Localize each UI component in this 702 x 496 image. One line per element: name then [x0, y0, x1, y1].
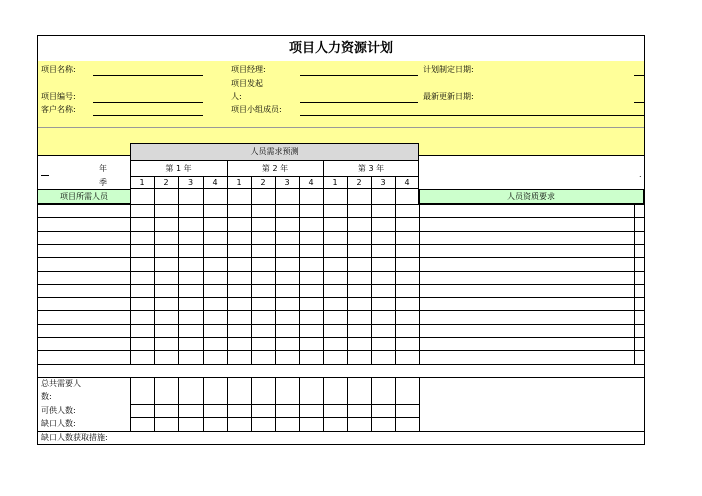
headcount-cell[interactable]: [348, 338, 371, 350]
forecast-header: 人员需求预测: [250, 147, 299, 156]
available-cell[interactable]: [204, 405, 227, 417]
measures-label: 缺口人数获取措施:: [41, 433, 108, 442]
headcount-cell[interactable]: [348, 325, 371, 337]
qualification-cell[interactable]: [419, 351, 634, 363]
total-needed-cell[interactable]: [276, 378, 299, 404]
quarter-divider: [395, 176, 396, 189]
qualification-cell[interactable]: [419, 325, 634, 337]
headcount-cell[interactable]: [252, 325, 275, 337]
headcount-cell[interactable]: [276, 218, 299, 230]
headcount-cell[interactable]: [131, 311, 154, 323]
headcount-cell[interactable]: [372, 325, 395, 337]
qualification-cell[interactable]: [419, 272, 634, 284]
available-cell[interactable]: [396, 405, 419, 417]
headcount-cell[interactable]: [155, 245, 178, 257]
headcount-cell[interactable]: [228, 311, 251, 323]
headcount-cell[interactable]: [155, 218, 178, 230]
headcount-cell[interactable]: [228, 258, 251, 270]
quarter-divider: [371, 176, 372, 189]
headcount-cell[interactable]: [372, 218, 395, 230]
measures-top-line: [38, 431, 644, 432]
available-cell[interactable]: [276, 405, 299, 417]
info-divider: [38, 127, 644, 128]
headcount-cell[interactable]: [372, 285, 395, 297]
role-cell[interactable]: [38, 232, 130, 244]
headcount-cell[interactable]: [179, 272, 203, 284]
gap-cell[interactable]: [179, 418, 203, 431]
gap-cell[interactable]: [228, 418, 251, 431]
headcount-cell[interactable]: [324, 325, 347, 337]
headcount-cell[interactable]: [204, 351, 227, 363]
qualification-cell[interactable]: [419, 311, 634, 323]
role-cell[interactable]: [38, 338, 130, 350]
quarter-label: 1: [236, 178, 242, 187]
headcount-cell[interactable]: [204, 338, 227, 350]
project-info-section: [38, 61, 644, 156]
available-cell[interactable]: [155, 405, 178, 417]
headcount-cell[interactable]: [300, 205, 323, 217]
role-cell[interactable]: [38, 311, 130, 323]
year-1-label: 第 1 年: [165, 164, 192, 173]
gap-cell[interactable]: [204, 418, 227, 431]
quarter-label: 4: [308, 178, 314, 187]
headcount-cell[interactable]: [396, 338, 419, 350]
headcount-cell[interactable]: [252, 245, 275, 257]
total-needed-cell[interactable]: [204, 378, 227, 404]
role-cell[interactable]: [38, 245, 130, 257]
headcount-cell[interactable]: [131, 258, 154, 270]
headcount-cell[interactable]: [300, 245, 323, 257]
qualification-cell[interactable]: [419, 218, 634, 230]
headcount-cell[interactable]: [252, 311, 275, 323]
headcount-cell[interactable]: [179, 258, 203, 270]
sponsor-label-line1: 项目发起: [231, 79, 263, 88]
headcount-cell[interactable]: [155, 311, 178, 323]
quarter-label: 2: [260, 178, 266, 187]
total-needed-cell[interactable]: [179, 378, 203, 404]
headcount-cell[interactable]: [396, 272, 419, 284]
headcount-cell[interactable]: [204, 325, 227, 337]
sponsor-field[interactable]: [300, 102, 418, 103]
headcount-cell[interactable]: [276, 272, 299, 284]
quarter-label: 2: [356, 178, 362, 187]
gap-cell[interactable]: [348, 418, 371, 431]
headcount-cell[interactable]: [131, 245, 154, 257]
headcount-cell[interactable]: [348, 298, 371, 310]
headcount-cell[interactable]: [179, 245, 203, 257]
quarter-label: 4: [404, 178, 410, 187]
headcount-cell[interactable]: [204, 245, 227, 257]
headcount-cell[interactable]: [155, 258, 178, 270]
headcount-cell[interactable]: [131, 285, 154, 297]
headcount-cell[interactable]: [204, 258, 227, 270]
role-cell[interactable]: [38, 218, 130, 230]
roles-header: 项目所需人员: [60, 192, 108, 201]
available-cell[interactable]: [228, 405, 251, 417]
role-cell[interactable]: [38, 272, 130, 284]
headcount-cell[interactable]: [179, 311, 203, 323]
gap-cell[interactable]: [155, 418, 178, 431]
headcount-cell[interactable]: [396, 232, 419, 244]
project-code-label: 项目编号:: [41, 92, 76, 101]
headcount-cell[interactable]: [396, 218, 419, 230]
total-needed-cell[interactable]: [396, 378, 419, 404]
quarter-divider: [275, 176, 276, 189]
headcount-cell[interactable]: [179, 218, 203, 230]
headcount-cell[interactable]: [204, 218, 227, 230]
left-dash: [41, 175, 49, 176]
headcount-cell[interactable]: [252, 218, 275, 230]
headcount-cell[interactable]: [300, 232, 323, 244]
role-cell[interactable]: [38, 298, 130, 310]
grid-row-line: [38, 364, 644, 365]
qualification-cell[interactable]: [419, 205, 634, 217]
headcount-cell[interactable]: [324, 298, 347, 310]
total-needed-cell[interactable]: [324, 378, 347, 404]
headcount-cell[interactable]: [252, 298, 275, 310]
gap-cell[interactable]: [300, 418, 323, 431]
headcount-cell[interactable]: [155, 325, 178, 337]
total-needed-label-line2: 数:: [41, 392, 52, 401]
project-name-label: 项目名称:: [41, 65, 76, 74]
headcount-cell[interactable]: [228, 338, 251, 350]
quarter-label: 3: [284, 178, 290, 187]
qualification-cell[interactable]: [419, 338, 634, 350]
year-2-label: 第 2 年: [261, 164, 289, 173]
headcount-cell[interactable]: [324, 311, 347, 323]
sheet-title: 项目人力资源计划: [38, 36, 644, 62]
quarter-divider: [178, 176, 179, 189]
headcount-cell[interactable]: [324, 205, 347, 217]
headcount-cell[interactable]: [300, 298, 323, 310]
role-cell[interactable]: [38, 205, 130, 217]
role-cell[interactable]: [38, 325, 130, 337]
quarter-label: 2: [163, 178, 169, 187]
headcount-cell[interactable]: [228, 205, 251, 217]
quarter-label: 3: [187, 178, 194, 187]
headcount-cell[interactable]: [252, 285, 275, 297]
headcount-cell[interactable]: [324, 272, 347, 284]
headcount-cell[interactable]: [324, 285, 347, 297]
headcount-cell[interactable]: [228, 245, 251, 257]
headcount-cell[interactable]: [324, 218, 347, 230]
hr-plan-sheet: [37, 35, 645, 445]
gap-cell[interactable]: [396, 418, 419, 431]
quarter-divider: [203, 176, 204, 189]
qualification-cell[interactable]: [419, 285, 634, 297]
available-cell[interactable]: [179, 405, 203, 417]
headcount-cell[interactable]: [131, 272, 154, 284]
qualification-cell[interactable]: [419, 232, 634, 244]
headcount-cell[interactable]: [204, 232, 227, 244]
gap-cell[interactable]: [276, 418, 299, 431]
gap-cell[interactable]: [372, 418, 395, 431]
headcount-cell[interactable]: [372, 338, 395, 350]
headcount-cell[interactable]: [179, 232, 203, 244]
headcount-cell[interactable]: [372, 272, 395, 284]
total-needed-cell[interactable]: [348, 378, 371, 404]
total-needed-cell[interactable]: [252, 378, 275, 404]
quarter-divider: [251, 176, 252, 189]
headcount-cell[interactable]: [131, 325, 154, 337]
headcount-cell[interactable]: [372, 245, 395, 257]
headcount-cell[interactable]: [131, 338, 154, 350]
headcount-cell[interactable]: [276, 245, 299, 257]
qualification-header: 人员资质要求: [507, 192, 555, 201]
headcount-cell[interactable]: [276, 351, 299, 363]
headcount-cell[interactable]: [131, 205, 154, 217]
quarter-label: 3: [380, 178, 386, 187]
headcount-cell[interactable]: [372, 351, 395, 363]
headcount-cell[interactable]: [204, 205, 227, 217]
headcount-cell[interactable]: [276, 258, 299, 270]
headcount-cell[interactable]: [348, 285, 371, 297]
headcount-cell[interactable]: [204, 311, 227, 323]
headcount-cell[interactable]: [372, 205, 395, 217]
headcount-cell[interactable]: [396, 205, 419, 217]
headcount-cell[interactable]: [324, 351, 347, 363]
headcount-cell[interactable]: [348, 232, 371, 244]
grid-col-line: [634, 204, 635, 364]
update-date-label: 最新更新日期:: [423, 92, 474, 101]
total-needed-cell[interactable]: [131, 378, 154, 404]
headcount-cell[interactable]: [372, 258, 395, 270]
gap-cell[interactable]: [252, 418, 275, 431]
total-needed-label-line1: 总共需要人: [41, 379, 81, 388]
headcount-cell[interactable]: [300, 338, 323, 350]
headcount-cell[interactable]: [228, 298, 251, 310]
role-cell[interactable]: [38, 258, 130, 270]
quarter-divider: [347, 176, 348, 189]
headcount-cell[interactable]: [372, 232, 395, 244]
headcount-cell[interactable]: [300, 351, 323, 363]
available-cell[interactable]: [252, 405, 275, 417]
role-cell[interactable]: [38, 351, 130, 363]
project-name-field[interactable]: [93, 75, 203, 76]
headcount-cell[interactable]: [348, 311, 371, 323]
headcount-cell[interactable]: [155, 298, 178, 310]
client-name-label: 客户名称:: [41, 105, 76, 114]
headcount-cell[interactable]: [252, 205, 275, 217]
total-needed-cell[interactable]: [228, 378, 251, 404]
quarter-label: 1: [332, 178, 338, 187]
headcount-cell[interactable]: [155, 338, 178, 350]
headcount-cell[interactable]: [204, 272, 227, 284]
headcount-cell[interactable]: [396, 325, 419, 337]
available-cell[interactable]: [348, 405, 371, 417]
quarter-label: 4: [212, 178, 218, 187]
client-name-field[interactable]: [93, 115, 203, 116]
headcount-cell[interactable]: [228, 272, 251, 284]
project-manager-label: 项目经理:: [231, 65, 266, 74]
headcount-cell[interactable]: [348, 218, 371, 230]
headcount-cell[interactable]: [131, 351, 154, 363]
headcount-cell[interactable]: [252, 258, 275, 270]
headcount-cell[interactable]: [276, 311, 299, 323]
headcount-cell[interactable]: [179, 205, 203, 217]
year-label: 年: [99, 164, 107, 173]
summary-col-line: [419, 377, 420, 431]
headcount-cell[interactable]: [179, 285, 203, 297]
available-cell[interactable]: [131, 405, 154, 417]
available-cell[interactable]: [324, 405, 347, 417]
total-needed-cell[interactable]: [155, 378, 178, 404]
plan-date-field[interactable]: [634, 75, 644, 76]
headcount-cell[interactable]: [204, 298, 227, 310]
headcount-cell[interactable]: [372, 311, 395, 323]
quarter-divider: [299, 176, 300, 189]
headcount-cell[interactable]: [300, 325, 323, 337]
headcount-cell[interactable]: [155, 351, 178, 363]
headcount-cell[interactable]: [348, 258, 371, 270]
project-code-field[interactable]: [93, 102, 203, 103]
headcount-cell[interactable]: [179, 338, 203, 350]
right-dot: .: [639, 170, 642, 179]
total-needed-cell[interactable]: [300, 378, 323, 404]
headcount-cell[interactable]: [324, 258, 347, 270]
headcount-cell[interactable]: [252, 351, 275, 363]
headcount-cell[interactable]: [228, 218, 251, 230]
headcount-cell[interactable]: [276, 338, 299, 350]
headcount-cell[interactable]: [276, 325, 299, 337]
headcount-cell[interactable]: [300, 285, 323, 297]
gap-cell[interactable]: [131, 418, 154, 431]
quarter-divider: [323, 176, 324, 189]
headcount-cell[interactable]: [228, 285, 251, 297]
qualification-cell[interactable]: [419, 245, 634, 257]
quarter-label: 季: [99, 178, 107, 187]
headcount-cell[interactable]: [155, 232, 178, 244]
sponsor-label-line2: 人:: [231, 92, 242, 101]
total-needed-cell[interactable]: [372, 378, 395, 404]
headcount-cell[interactable]: [252, 338, 275, 350]
headcount-cell[interactable]: [300, 272, 323, 284]
headcount-cell[interactable]: [348, 351, 371, 363]
headcount-cell[interactable]: [155, 272, 178, 284]
headcount-cell[interactable]: [252, 232, 275, 244]
headcount-cell[interactable]: [324, 338, 347, 350]
gap-label: 缺口人数:: [41, 419, 76, 428]
headcount-cell[interactable]: [396, 258, 419, 270]
headcount-cell[interactable]: [155, 205, 178, 217]
headcount-cell[interactable]: [179, 351, 203, 363]
quarter-divider: [227, 176, 228, 189]
headcount-cell[interactable]: [348, 245, 371, 257]
quarter-label: 1: [139, 178, 145, 187]
headcount-cell[interactable]: [300, 218, 323, 230]
headcount-cell[interactable]: [276, 205, 299, 217]
headcount-cell[interactable]: [252, 272, 275, 284]
headcount-cell[interactable]: [276, 298, 299, 310]
qualification-cell[interactable]: [419, 258, 634, 270]
headcount-cell[interactable]: [324, 245, 347, 257]
headcount-cell[interactable]: [396, 311, 419, 323]
role-cell[interactable]: [38, 285, 130, 297]
headcount-cell[interactable]: [348, 205, 371, 217]
headcount-cell[interactable]: [324, 232, 347, 244]
team-members-field[interactable]: [300, 115, 644, 116]
available-cell[interactable]: [372, 405, 395, 417]
quarter-divider: [154, 176, 155, 189]
headcount-cell[interactable]: [396, 245, 419, 257]
available-cell[interactable]: [300, 405, 323, 417]
headcount-cell[interactable]: [179, 298, 203, 310]
update-date-field[interactable]: [634, 102, 644, 103]
headcount-cell[interactable]: [131, 298, 154, 310]
headcount-cell[interactable]: [228, 232, 251, 244]
headcount-cell[interactable]: [155, 285, 178, 297]
qualification-cell[interactable]: [419, 298, 634, 310]
headcount-cell[interactable]: [372, 298, 395, 310]
headcount-cell[interactable]: [300, 311, 323, 323]
headcount-cell[interactable]: [348, 272, 371, 284]
headcount-cell[interactable]: [228, 325, 251, 337]
headcount-cell[interactable]: [276, 285, 299, 297]
headcount-cell[interactable]: [396, 351, 419, 363]
available-label: 可供人数:: [41, 406, 76, 415]
headcount-cell[interactable]: [396, 298, 419, 310]
headcount-cell[interactable]: [204, 285, 227, 297]
headcount-cell[interactable]: [300, 258, 323, 270]
headcount-cell[interactable]: [228, 351, 251, 363]
project-manager-field[interactable]: [300, 75, 418, 76]
year-3-label: 第 3 年: [357, 164, 385, 173]
gap-cell[interactable]: [324, 418, 347, 431]
headcount-cell[interactable]: [276, 232, 299, 244]
headcount-cell[interactable]: [131, 232, 154, 244]
team-members-label: 项目小组成员:: [231, 105, 282, 114]
headcount-cell[interactable]: [396, 285, 419, 297]
headcount-cell[interactable]: [131, 218, 154, 230]
plan-date-label: 计划制定日期:: [423, 65, 474, 74]
headcount-cell[interactable]: [179, 325, 203, 337]
